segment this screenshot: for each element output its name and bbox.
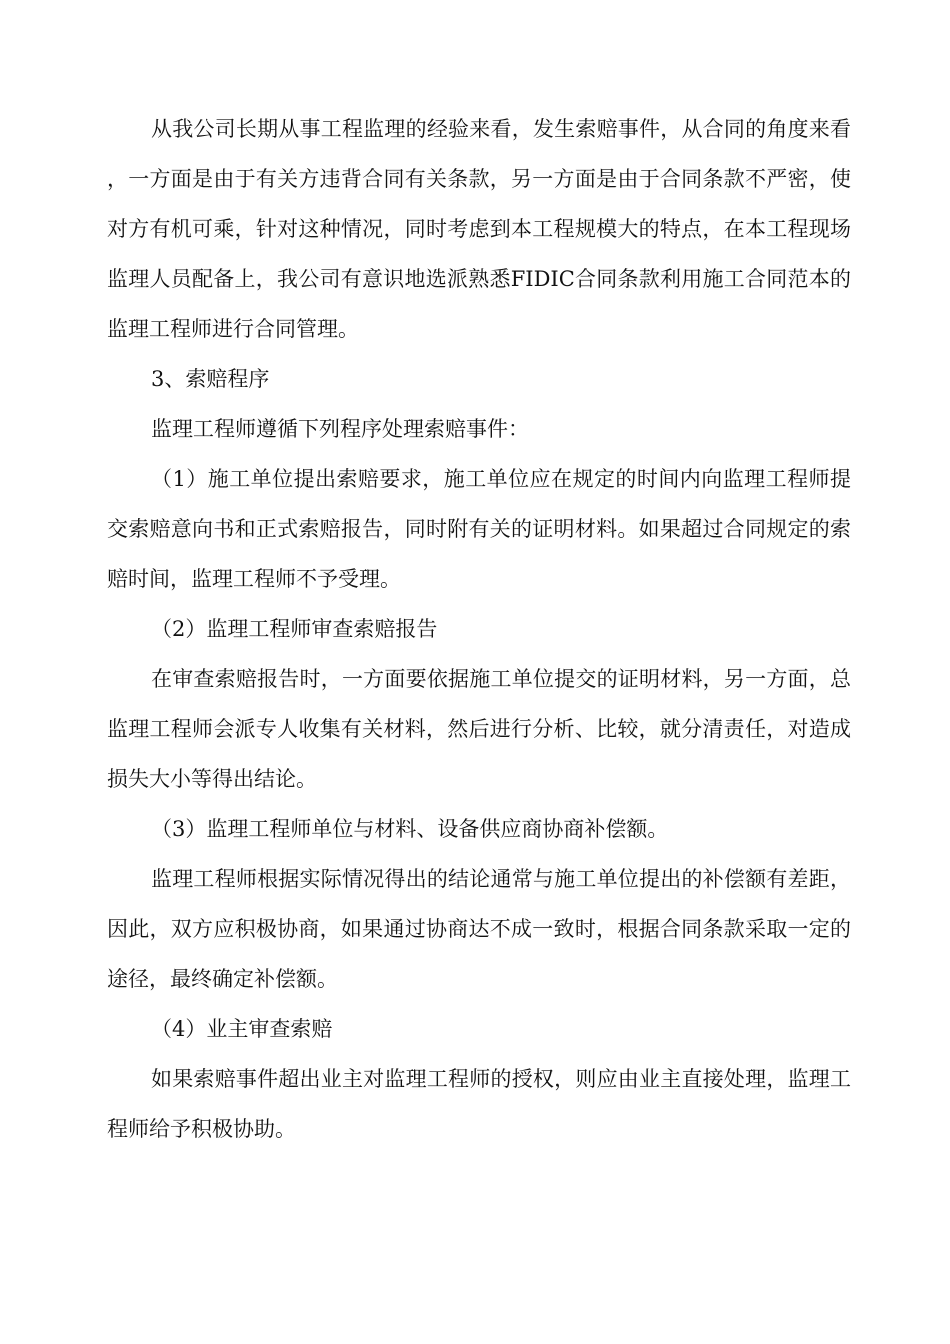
paragraph-step-3-heading: （3）监理工程师单位与材料、设备供应商协商补偿额。 [151, 817, 669, 841]
paragraph-claims-background: 从我公司长期从事工程监理的经验来看，发生索赔事件，从合同的角度来看，一方面是由于有关方违背合同有关条款，另一方面是由于合同条款不严密，使对方有机可乘，针对这种情况，同时考虑到本工程规模大的特点，在本工程现场监理人员配备上，我公司有意识地选派熟悉FIDIC合同条款利用施工合同范本的监理工程师进行合同管理。 [107, 117, 851, 341]
paragraph-step-4-detail: 如果索赔事件超出业主对监理工程师的授权，则应由业主直接处理，监理工程师给予积极协助。 [107, 1067, 851, 1141]
paragraph-step-1: （1）施工单位提出索赔要求，施工单位应在规定的时间内向监理工程师提交索赔意向书和正式索赔报告，同时附有关的证明材料。如果超过合同规定的索赔时间，监理工程师不予受理。 [107, 467, 851, 591]
section-heading-claims-procedure: 3、索赔程序 [151, 367, 270, 391]
paragraph-step-4-heading: （4）业主审查索赔 [151, 1017, 333, 1041]
paragraph-step-2-detail: 在审查索赔报告时，一方面要依据施工单位提交的证明材料，另一方面，总监理工程师会派专人收集有关材料，然后进行分析、比较，就分清责任，对造成损失大小等得出结论。 [107, 667, 851, 791]
paragraph-procedure-intro: 监理工程师遵循下列程序处理索赔事件： [151, 417, 529, 441]
document-body [107, 104, 851, 1154]
paragraph-step-3-detail: 监理工程师根据实际情况得出的结论通常与施工单位提出的补偿额有差距，因此，双方应积极协商，如果通过协商达不成一致时，根据合同条款采取一定的途径，最终确定补偿额。 [107, 867, 851, 991]
paragraph-step-2-heading: （2）监理工程师审查索赔报告 [151, 617, 438, 641]
